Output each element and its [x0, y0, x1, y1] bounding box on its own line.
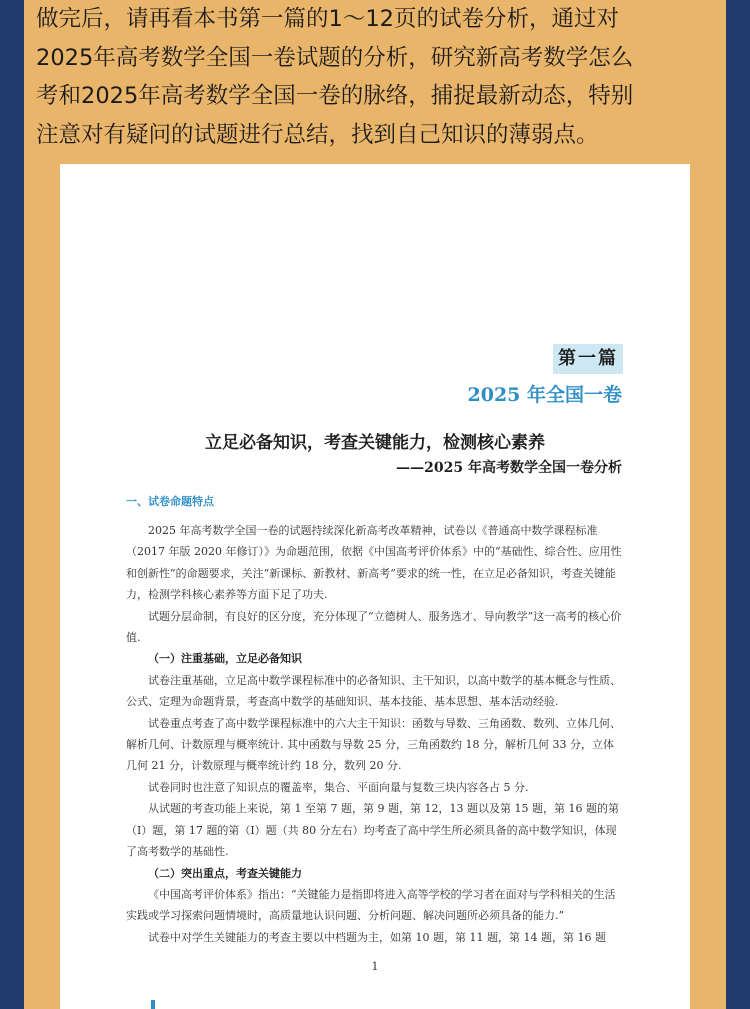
- paragraph: 试卷中对学生关键能力的考查主要以中档题为主，如第 10 题，第 11 题，第 14 题，第 16 题: [148, 930, 606, 944]
- section-heading: 一、试卷命题特点: [126, 495, 214, 508]
- paragraph: 试卷重点考查了高中数学课程标准中的六大主干知识：函数与导数、三角函数、数列、立体几何、解析几何、计数原理与概率统计. 其中函数与导数 25 分，三角函数约 18 分，解析几何 33 分，立体几何 21 分，计数原理与概率统计约 18 分，数列 20 分.: [126, 716, 621, 773]
- article-body: [126, 520, 622, 948]
- article-title: 立足必备知识，考查关键能力，检测核心素养: [205, 433, 545, 453]
- paragraph: 2025 年高考数学全国一卷的试题持续深化新高考改革精神，试卷以《普通高中数学课程标准（2017 年版 2020 年修订）》为命题范围，依据《中国高考评价体系》中的“基础性、综合性、应用性和创新性”的命题要求，关注“新课标、新教材、新高考”要求的统一性，在立足必备知识，考查关键能力，检测学科核心素养等方面下足了功夫.: [126, 524, 622, 602]
- intro-line: 做完后，请再看本书第一篇的1～12页的试卷分析，通过对: [36, 6, 619, 32]
- volume-title: 2025 年全国一卷: [467, 384, 622, 406]
- paragraph: 试题分层命制，有良好的区分度，充分体现了“立德树人、服务选才、导向教学”这一高考的核心价值.: [126, 609, 622, 645]
- paragraph: 试卷注重基础，立足高中数学课程标准中的必备知识、主干知识，以高中数学的基本概念与性质、公式、定理为命题背景，考查高中数学的基础知识、基本技能、基本思想、基本活动经验.: [126, 673, 621, 709]
- paragraph: 《中国高考评价体系》指出：“关键能力是指即将进入高等学校的学习者在面对与学科相关的生活实践或学习探索问题情境时，高质量地认识问题、分析问题、解决问题所必须具备的能力.”: [126, 887, 616, 923]
- intro-line: 注意对有疑问的试题进行总结，找到自己知识的薄弱点。: [36, 121, 599, 148]
- article-subtitle: ——2025 年高考数学全国一卷分析: [396, 460, 622, 476]
- next-page-marker: [151, 1000, 155, 1009]
- paragraph: 从试题的考查功能上来说，第 1 至第 7 题，第 9 题，第 12，13 题以及第 15 题，第 16 题的第（Ⅰ）题，第 17 题的第（Ⅰ）题（共 80 分左右）均考查了高中学生所必须具备的高中数学知识，体现了高考数学的基础性.: [126, 802, 619, 859]
- subsection-heading: （二）突出重点，考查关键能力: [148, 866, 302, 880]
- intro-text: [36, 0, 696, 154]
- intro-line: 考和2025年高考数学全国一卷的脉络，捕捉最新动态，特别: [36, 83, 634, 109]
- subsection-heading: （一）注重基础，立足必备知识: [148, 652, 302, 666]
- part-badge: 第一篇: [553, 344, 623, 374]
- book-page: [60, 164, 690, 1009]
- intro-line: 2025年高考数学全国一卷试题的分析，研究新高考数学怎么: [36, 44, 634, 71]
- paragraph: 试卷同时也注意了知识点的覆盖率，集合、平面向量与复数三块内容各占 5 分.: [148, 780, 529, 794]
- page-number: 1: [371, 960, 379, 973]
